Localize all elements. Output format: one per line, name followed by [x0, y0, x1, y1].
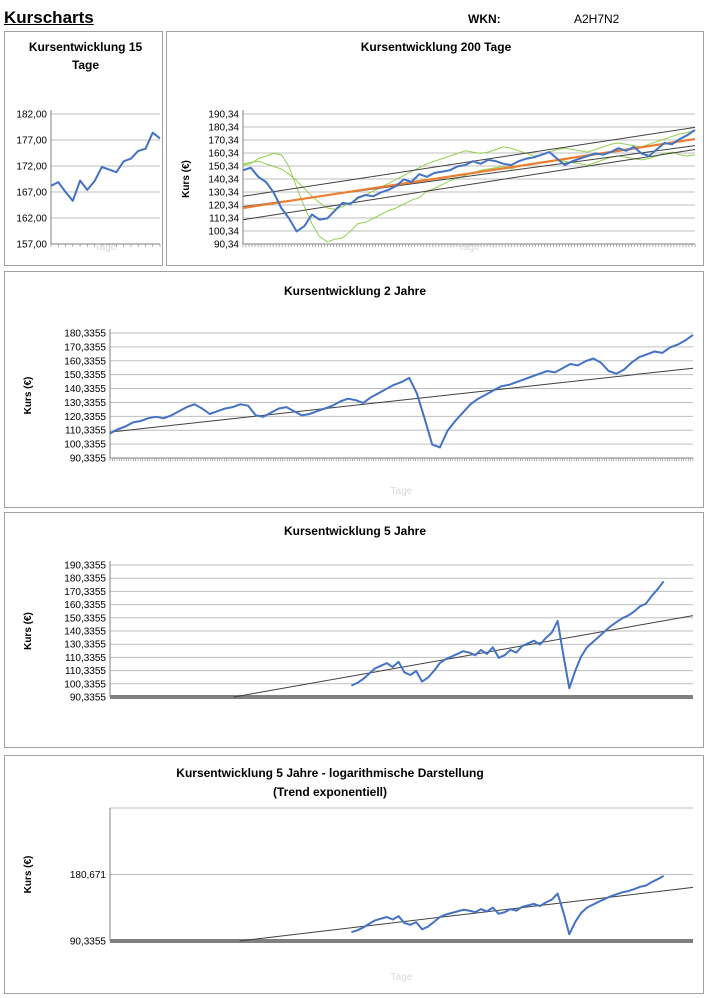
chart-title: (Trend exponentiell) [272, 785, 388, 799]
x-axis-label: Tage [390, 972, 413, 983]
y-axis-label: Kurs (€) [23, 612, 34, 650]
y-tick-label: 157,00 [16, 239, 47, 251]
y-tick-label: 150,3355 [64, 370, 106, 382]
y-tick-label: 100,34 [208, 226, 239, 238]
trend-line [243, 127, 695, 196]
y-tick-label: 172,00 [16, 161, 47, 173]
y-tick-label: 110,3355 [65, 666, 106, 678]
y-tick-label: 130,34 [208, 187, 239, 199]
y-tick-label: 180,3355 [64, 328, 106, 340]
price-line [351, 581, 663, 688]
y-tick-label: 170,3355 [64, 342, 106, 354]
price-line [243, 130, 695, 231]
y-tick-label: 120,34 [208, 200, 239, 212]
y-tick-label: 182,00 [16, 109, 47, 121]
trend-line [234, 616, 693, 697]
y-tick-label: 190,3355 [64, 560, 106, 572]
y-tick-label: 170,34 [208, 135, 239, 147]
y-tick-label: 90,3355 [69, 453, 106, 465]
y-tick-label: 100,3355 [64, 679, 106, 691]
y-tick-label: 160,3355 [64, 600, 106, 612]
y-tick-label: 140,3355 [64, 384, 106, 396]
wkn-value: A2H7N2 [574, 12, 620, 26]
chart-title: Kursentwicklung 200 Tage [360, 40, 512, 54]
y-tick-label: 140,34 [208, 174, 239, 186]
y-axis-label: Kurs (€) [23, 376, 34, 415]
y-tick-label: 162,00 [16, 213, 47, 225]
y-tick-label: 180,34 [208, 122, 239, 134]
chart-15-days [5, 32, 164, 267]
y-axis-label: Kurs (€) [181, 160, 192, 198]
y-tick-label: 90,3355 [69, 692, 106, 704]
chart-title: Tage [71, 58, 100, 72]
chart-panel-200-days [166, 31, 704, 266]
y-tick-label: 150,3355 [64, 613, 106, 625]
y-tick-label: 100,3355 [64, 439, 106, 451]
y-tick-label: 160,3355 [64, 356, 106, 368]
wkn-label: WKN: [468, 12, 501, 26]
y-tick-label: 167,00 [16, 187, 47, 199]
y-tick-label: 130,3355 [64, 397, 106, 409]
chart-title: Kursentwicklung 15 [28, 40, 143, 54]
chart-panel-5-years [4, 512, 704, 748]
chart-2-years [5, 272, 705, 509]
page-title: Kurscharts [4, 8, 94, 27]
trend-line [110, 368, 693, 432]
x-axis-label: Tage [94, 242, 117, 253]
chart-panel-5-years-log [4, 755, 704, 994]
chart-title: Kursentwicklung 5 Jahre [283, 524, 427, 538]
y-tick-label: 110,3355 [65, 425, 106, 437]
y-tick-label: 170,3355 [64, 586, 106, 598]
chart-title: Kursentwicklung 5 Jahre - logarithmische Darstellung [176, 766, 484, 780]
trend-line [240, 887, 693, 941]
chart-panel-2-years [4, 271, 704, 508]
chart-title: Kursentwicklung 2 Jahre [283, 284, 427, 298]
x-axis-label: Tage [390, 486, 413, 497]
y-tick-label: 90,3355 [69, 936, 106, 948]
chart-200-days [167, 32, 705, 267]
y-tick-label: 140,3355 [64, 626, 106, 638]
chart-panel-15-days [4, 31, 163, 266]
y-tick-label: 90,34 [213, 239, 239, 251]
price-line [51, 133, 160, 201]
price-line [351, 876, 663, 934]
y-tick-label: 110,34 [209, 213, 239, 225]
y-tick-label: 177,00 [16, 135, 47, 147]
y-tick-label: 120,3355 [64, 411, 106, 423]
chart-5-years [5, 513, 705, 749]
trend-line [243, 150, 695, 220]
y-tick-label: 190,34 [208, 109, 239, 121]
chart-5-years-log [5, 756, 705, 995]
y-tick-label: 180,671 [69, 870, 106, 881]
y-tick-label: 110,3355 [65, 652, 106, 664]
y-tick-label: 130,3355 [64, 639, 106, 651]
y-axis-label: Kurs (€) [23, 855, 34, 894]
x-axis-label: Tage [458, 242, 480, 253]
y-tick-label: 180,3355 [64, 573, 106, 585]
y-tick-label: 150,34 [208, 161, 239, 173]
y-tick-label: 160,34 [208, 148, 239, 160]
